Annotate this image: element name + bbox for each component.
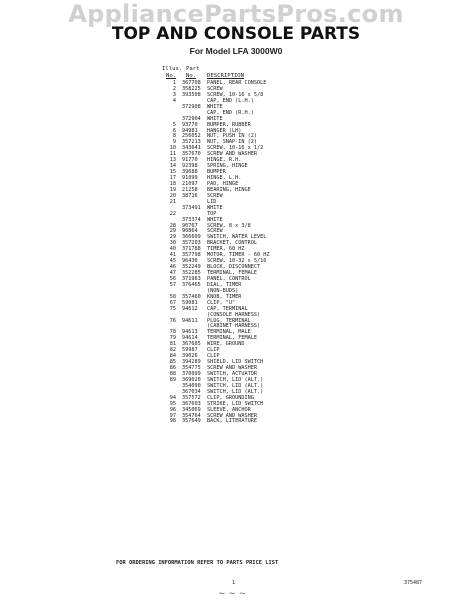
- illus-number: 40: [169, 246, 176, 253]
- illus-number: 56: [169, 275, 176, 282]
- part-description: HINGE, L.H.: [207, 175, 242, 181]
- part-description: BACK, LITERATURE: [207, 418, 257, 425]
- watermark: AppliancePartsPros.com: [68, 0, 404, 28]
- illus-header-label: Illus.: [162, 66, 183, 72]
- part-number: 21097: [182, 180, 198, 187]
- part-number: 91770: [182, 157, 198, 164]
- illus-number: 21: [169, 198, 176, 205]
- part-description: SWITCH, LID (ALT.): [207, 376, 264, 383]
- part-number: 94614: [182, 335, 198, 342]
- part-number: 94613: [182, 329, 198, 336]
- part-number: 369020: [182, 376, 201, 383]
- part-number: 357649: [182, 418, 201, 425]
- illus-number: 4: [172, 97, 176, 104]
- part-number: 21258: [182, 186, 198, 193]
- part-number: 371963: [182, 275, 201, 282]
- parts-list: [162, 81, 412, 425]
- part-description: HINGE, R.H.: [207, 157, 242, 164]
- part-description: SCREW, 8 x 3/8: [207, 222, 251, 229]
- part-number: 372908: [182, 103, 201, 110]
- illus-number: 2: [172, 85, 176, 92]
- page-title: TOP AND CONSOLE PARTS: [111, 24, 361, 44]
- illus-number: 88: [169, 370, 176, 377]
- part-description: SCREW: [207, 85, 223, 92]
- part-description: WIRE, GROUND: [207, 341, 245, 348]
- part-description: KNOB, TIMER: [207, 293, 242, 300]
- part-number: 39688: [182, 169, 198, 176]
- part-description: SCREW, 10-16 x 5/8: [207, 91, 264, 98]
- illus-number: 5: [172, 121, 176, 128]
- part-description: CAP, END (L.H.): [207, 97, 254, 104]
- illus-number: 97: [169, 412, 176, 419]
- illus-number: 41: [169, 252, 176, 259]
- part-number: 357572: [182, 394, 201, 401]
- illus-number: 17: [169, 175, 176, 181]
- part-description: BUMPER: [207, 169, 226, 176]
- illus-number: 84: [169, 353, 176, 360]
- illus-number: 8: [172, 133, 176, 140]
- illus-number: 45: [169, 258, 176, 265]
- part-description: SCREW: [207, 228, 223, 235]
- part-description: TIMER, 60 HZ: [207, 246, 245, 253]
- illus-number: 67: [169, 299, 176, 306]
- part-description: TOP: [207, 210, 217, 217]
- part-description: BEARING, HINGE: [207, 186, 251, 193]
- illus-number: 75: [169, 305, 176, 312]
- part-description: BLOCK, DISCONNECT: [207, 264, 261, 271]
- illus-number: 18: [169, 180, 176, 187]
- illus-no-header: No.: [166, 73, 177, 79]
- part-number: 357460: [182, 293, 201, 300]
- part-description: BUMPER, RUBBER: [207, 121, 251, 128]
- part-row: [162, 419, 412, 425]
- part-description: TERMINAL, MALE: [207, 329, 251, 336]
- part-number: 90767: [182, 222, 198, 229]
- illus-number: 13: [169, 157, 176, 164]
- illus-number: 81: [169, 341, 176, 348]
- part-description: WHITE: [207, 115, 223, 122]
- part-number: 94612: [182, 305, 198, 312]
- part-description: SCREW, 10-16 x 1/2: [207, 145, 264, 152]
- illus-number: 19: [169, 186, 176, 193]
- page-number: 1: [232, 580, 236, 586]
- part-description: TERMINAL, FEMALE: [207, 270, 257, 276]
- part-description: PANEL, REAR CONSOLE: [207, 80, 267, 86]
- illus-number: 28: [169, 222, 176, 229]
- part-number: 343641: [182, 145, 201, 152]
- part-description: SCREW: [207, 192, 223, 199]
- part-number: 371788: [182, 246, 201, 253]
- illus-number: 1: [172, 80, 176, 86]
- part-number: 96430: [182, 258, 198, 265]
- part-number: 39026: [182, 353, 198, 360]
- part-number: 357798: [182, 252, 201, 259]
- part-number: 38716: [182, 192, 198, 199]
- part-description: SWITCH, WATER LEVEL: [207, 234, 267, 241]
- illus-number: 14: [169, 163, 176, 170]
- part-number: 394289: [182, 359, 201, 366]
- part-description: WHITE: [207, 204, 223, 211]
- illus-number: 11: [169, 151, 176, 158]
- part-number: 357213: [182, 139, 201, 146]
- ordering-info-footer: FOR ORDERING INFORMATION REFER TO PARTS PRICE LIST: [116, 560, 279, 566]
- part-description: LID: [207, 198, 217, 205]
- part-description: CLIP: [207, 353, 220, 360]
- part-description: SWITCH, LID (ALT.): [207, 388, 264, 395]
- illus-number: 22: [169, 210, 176, 217]
- part-description: CLIP, "U": [207, 299, 236, 306]
- illus-number: 95: [169, 400, 176, 407]
- part-number: 93770: [182, 121, 198, 128]
- part-number: 357203: [182, 240, 201, 247]
- part-number: 373374: [182, 216, 201, 223]
- illus-number: 15: [169, 169, 176, 176]
- part-number: 94611: [182, 317, 198, 324]
- illus-number: 78: [169, 329, 176, 336]
- part-header-label: Part: [186, 66, 200, 72]
- illus-number: 94: [169, 394, 176, 401]
- illus-number: 29: [169, 228, 176, 235]
- part-number: 59081: [182, 299, 198, 306]
- illus-number: 3: [172, 91, 176, 98]
- part-description: PANEL, CONTROL: [207, 275, 251, 282]
- part-number: 352285: [182, 270, 201, 276]
- part-number: 354090: [182, 382, 201, 389]
- part-number: 367603: [182, 400, 201, 407]
- part-description: SCREW AND WASHER: [207, 365, 257, 371]
- part-description: PAD, HINGE: [207, 180, 239, 187]
- part-description: (NON-BUDS): [207, 287, 239, 294]
- part-number: 357670: [182, 151, 201, 158]
- part-description: SCREW, 10-32 x 5/16: [207, 258, 267, 265]
- illus-number: 58: [169, 293, 176, 300]
- part-description: MOTOR, TIMER - 60 HZ: [207, 252, 270, 259]
- illus-number: 89: [169, 376, 176, 383]
- part-description: NUT, PUSH IN (2): [207, 133, 257, 140]
- part-description: SLEEVE, ANCHOR: [207, 406, 251, 413]
- illus-number: 96: [169, 406, 176, 413]
- illus-number: 85: [169, 359, 176, 366]
- part-number: 367708: [182, 80, 201, 86]
- illus-number: 82: [169, 347, 176, 354]
- part-number: 345069: [182, 406, 201, 413]
- handwritten-mark: ~ ~ ~: [218, 589, 247, 599]
- part-description: SHIELD, LID SWITCH: [207, 359, 264, 366]
- part-number: 59987: [182, 347, 198, 354]
- part-description: HANGER (LH): [207, 127, 242, 134]
- part-description: BRACKET, CONTROL: [207, 240, 257, 247]
- part-number: 367605: [182, 341, 201, 348]
- part-description: SCREW AND WASHER: [207, 151, 257, 158]
- part-number: 91099: [182, 175, 198, 181]
- part-description: TERMINAL, FEMALE: [207, 335, 257, 342]
- part-number: 366609: [182, 234, 201, 241]
- part-description: SPRING, HINGE: [207, 163, 248, 170]
- part-number: 372904: [182, 115, 201, 122]
- part-description: WHITE: [207, 103, 223, 110]
- part-description: CLIP, GROUNDING: [207, 394, 254, 401]
- illus-number: 47: [169, 270, 176, 276]
- illus-number: 20: [169, 192, 176, 199]
- part-description: SWITCH, ACTUATOR: [207, 370, 257, 377]
- part-number: 354764: [182, 412, 201, 419]
- part-description: PLUG, TERMINAL: [207, 317, 251, 324]
- part-number: 90864: [182, 228, 198, 235]
- part-no-header: No.: [186, 73, 197, 79]
- part-description: SWITCH, LID (ALT.): [207, 382, 264, 389]
- part-number: 373491: [182, 204, 201, 211]
- illus-number: 10: [169, 145, 176, 152]
- part-description: (CABINET HARNESS): [207, 323, 261, 330]
- part-description: WHITE: [207, 216, 223, 223]
- part-number: 94981: [182, 127, 198, 134]
- part-number: 92398: [182, 163, 198, 170]
- illus-number: 46: [169, 264, 176, 271]
- part-description: CLIP: [207, 347, 220, 354]
- document-id: 375487: [404, 580, 423, 586]
- illus-number: 9: [172, 139, 176, 146]
- part-description: NUT, SNAP-IN (2): [207, 139, 257, 146]
- illus-number: 98: [169, 418, 176, 425]
- description-header: DESCRIPTION: [207, 73, 245, 79]
- illus-number: 76: [169, 317, 176, 324]
- model-subtitle: For Model LFA 3000W0: [189, 46, 283, 56]
- illus-number: 6: [172, 127, 176, 134]
- part-number: 354775: [182, 365, 201, 371]
- part-number: 393508: [182, 91, 201, 98]
- part-description: (CONSOLE HARNESS): [207, 311, 261, 318]
- part-description: DIAL, TIMER: [207, 281, 242, 288]
- illus-number: 86: [169, 365, 176, 371]
- part-number: 367034: [182, 388, 201, 395]
- illus-number: 79: [169, 335, 176, 342]
- illus-number: 30: [169, 240, 176, 247]
- part-number: 256052: [182, 133, 201, 140]
- part-description: STRIKE, LID SWITCH: [207, 400, 264, 407]
- illus-number: 57: [169, 281, 176, 288]
- part-number: 352249: [182, 264, 201, 271]
- part-description: CAP, END (R.H.): [207, 109, 254, 116]
- part-number: 376465: [182, 281, 201, 288]
- illus-number: 29: [169, 234, 176, 241]
- part-number: 370099: [182, 370, 201, 377]
- part-description: CAP, TERMINAL: [207, 305, 248, 312]
- part-number: 358225: [182, 85, 201, 92]
- part-description: SCREW AND WASHER: [207, 412, 257, 419]
